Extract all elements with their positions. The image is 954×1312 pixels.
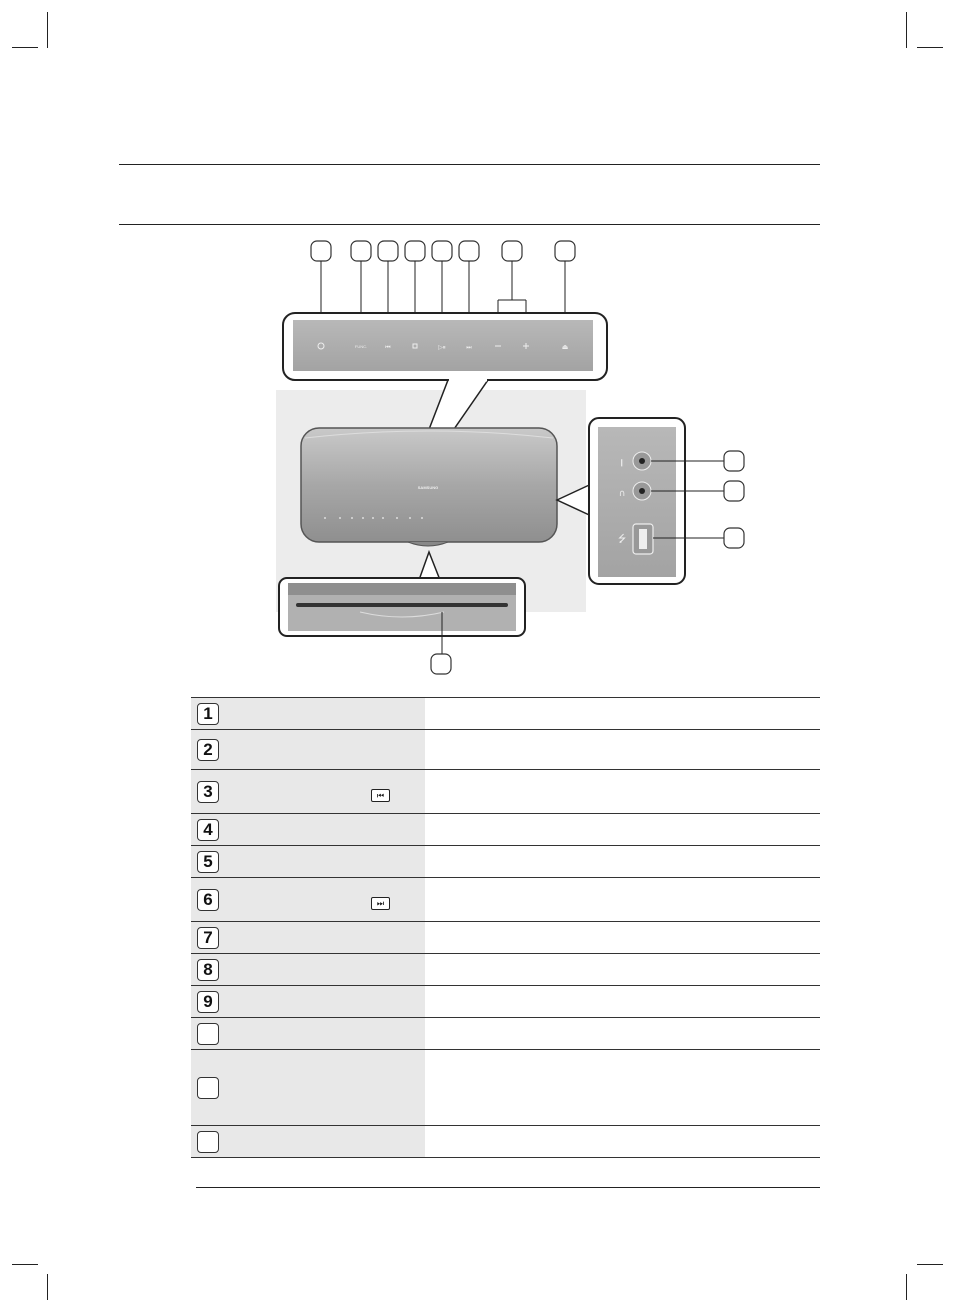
crop-mark-bottom-right-v [906, 1274, 907, 1300]
row-number-badge: 4 [197, 819, 219, 841]
headphone-icon: ∩ [618, 489, 626, 499]
callout-3 [378, 241, 398, 261]
row-number-badge: 7 [197, 927, 219, 949]
table-row [191, 986, 820, 1018]
callout-7 [502, 241, 522, 261]
row-number-badge: 2 [197, 739, 219, 761]
row-description [425, 730, 820, 770]
table-row [191, 1018, 820, 1050]
row-number-badge: 8 [197, 959, 219, 981]
brand-logo: SAMSUNG [417, 485, 439, 490]
table-row [191, 1126, 820, 1158]
func-label: FUNC. [354, 344, 368, 349]
row-number-badge [197, 1023, 219, 1045]
callout-4 [405, 241, 425, 261]
callout-6 [459, 241, 479, 261]
skip-forward-icon: ⏭ [466, 344, 472, 351]
skip-back-icon: ⏮ [385, 344, 391, 351]
row-description [425, 986, 820, 1018]
row-description [425, 1126, 820, 1158]
crop-mark-bottom-right-h [917, 1264, 943, 1265]
skip-forward-key-icon: ⏭ [371, 897, 390, 910]
table-row [191, 698, 820, 730]
eject-icon: ⏏ [561, 343, 569, 351]
row-description [425, 814, 820, 846]
crop-mark-bottom-left-h [12, 1264, 38, 1265]
table-row [191, 730, 820, 770]
row-number-badge: 1 [197, 703, 219, 725]
callout-5 [432, 241, 452, 261]
row-description [425, 954, 820, 986]
row-description [425, 698, 820, 730]
callout-1 [311, 241, 331, 261]
skip-back-key-icon: ⏮ [371, 789, 390, 802]
table-row [191, 770, 820, 814]
table-row [191, 846, 820, 878]
footer-rule [196, 1187, 820, 1188]
table-row [191, 1050, 820, 1126]
parts-table [191, 697, 820, 1158]
usb-icon: ⭍ [617, 534, 627, 545]
table-row [191, 814, 820, 846]
row-number-badge: 3 [197, 781, 219, 803]
row-description [425, 922, 820, 954]
row-number-badge: 6 [197, 889, 219, 911]
callout-10 [724, 481, 744, 501]
row-number-badge [197, 1077, 219, 1099]
table-row [191, 922, 820, 954]
callout-12 [431, 654, 451, 674]
row-number-badge: 9 [197, 991, 219, 1013]
callout-8 [555, 241, 575, 261]
callout-11 [724, 528, 744, 548]
table-row [191, 878, 820, 922]
callout-markers-top [311, 241, 575, 261]
row-description [425, 770, 820, 814]
row-description [425, 1050, 820, 1126]
row-number-badge [197, 1131, 219, 1153]
play-pause-icon: ▷⏸ [438, 344, 446, 351]
microphone-icon: 𝄃 [620, 459, 624, 469]
table-row [191, 954, 820, 986]
row-description [425, 878, 820, 922]
callout-2 [351, 241, 371, 261]
row-number-badge: 5 [197, 851, 219, 873]
row-description [425, 1018, 820, 1050]
row-description [425, 846, 820, 878]
callout-9 [724, 451, 744, 471]
crop-mark-bottom-left-v [47, 1274, 48, 1300]
disc-slot [296, 603, 508, 607]
